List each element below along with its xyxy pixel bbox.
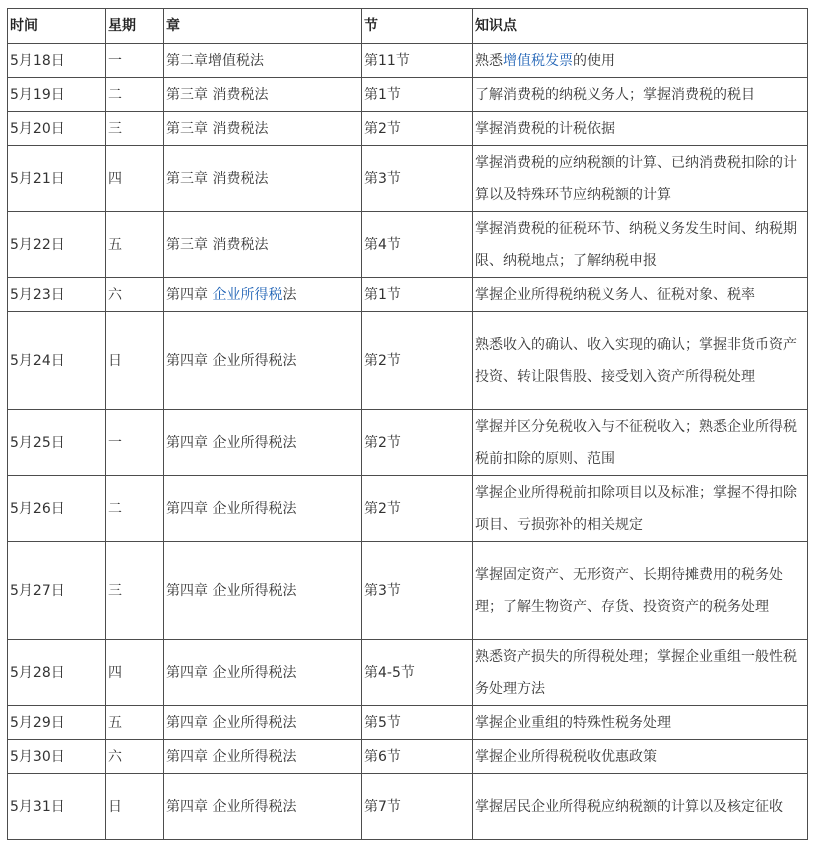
- knowledge-cell: 掌握消费税的应纳税额的计算、已纳消费税扣除的计算以及特殊环节应纳税额的计算: [473, 146, 808, 212]
- knowledge-cell: 熟悉资产损失的所得税处理；掌握企业重组一般性税务处理方法: [473, 640, 808, 706]
- date-cell: 5月28日: [8, 640, 106, 706]
- weekday-cell: 四: [106, 640, 164, 706]
- table-row: [8, 112, 808, 146]
- knowledge-cell: 掌握企业所得税前扣除项目以及标准；掌握不得扣除项目、亏损弥补的相关规定: [473, 476, 808, 542]
- knowledge-cell: [473, 44, 808, 78]
- chapter-text-end: 法: [282, 286, 297, 303]
- chapter-cell: 第四章 企业所得税法: [164, 476, 362, 542]
- weekday-cell: 三: [106, 112, 164, 146]
- chapter-cell: 第四章 企业所得税法: [164, 740, 362, 774]
- knowledge-cell: 熟悉收入的确认、收入实现的确认；掌握非货币资产投资、转让限售股、接受划入资产所得税处理: [473, 312, 808, 410]
- header-section: 节: [362, 9, 473, 44]
- table-row: [8, 640, 808, 706]
- chapter-cell: 第四章 企业所得税法: [164, 640, 362, 706]
- weekday-cell: 五: [106, 212, 164, 278]
- weekday-cell: 五: [106, 706, 164, 740]
- header-row: [8, 9, 808, 44]
- table-row: [8, 774, 808, 840]
- table-row: [8, 146, 808, 212]
- date-cell: 5月20日: [8, 112, 106, 146]
- weekday-cell: 四: [106, 146, 164, 212]
- knowledge-cell: 掌握固定资产、无形资产、长期待摊费用的税务处理；了解生物资产、存货、投资资产的税务处理: [473, 542, 808, 640]
- header-weekday: 星期: [106, 9, 164, 44]
- section-cell: 第7节: [362, 774, 473, 840]
- table-row: [8, 740, 808, 774]
- table-row: [8, 278, 808, 312]
- table-row: [8, 706, 808, 740]
- header-chapter: 章: [164, 9, 362, 44]
- weekday-cell: 日: [106, 312, 164, 410]
- chapter-cell: 第四章 企业所得税法: [164, 774, 362, 840]
- header-knowledge: 知识点: [473, 9, 808, 44]
- table-row: [8, 410, 808, 476]
- knowledge-cell: 掌握企业所得税税收优惠政策: [473, 740, 808, 774]
- chapter-cell: [164, 278, 362, 312]
- table-row: [8, 44, 808, 78]
- chapter-cell: 第三章 消费税法: [164, 78, 362, 112]
- date-cell: 5月29日: [8, 706, 106, 740]
- knowledge-cell: 掌握企业所得税纳税义务人、征税对象、税率: [473, 278, 808, 312]
- chapter-cell: 第四章 企业所得税法: [164, 542, 362, 640]
- section-cell: 第2节: [362, 312, 473, 410]
- date-cell: 5月19日: [8, 78, 106, 112]
- knowledge-cell: 掌握消费税的计税依据: [473, 112, 808, 146]
- section-cell: 第2节: [362, 410, 473, 476]
- date-cell: 5月23日: [8, 278, 106, 312]
- weekday-cell: 三: [106, 542, 164, 640]
- section-cell: 第5节: [362, 706, 473, 740]
- weekday-cell: 日: [106, 774, 164, 840]
- section-cell: 第1节: [362, 278, 473, 312]
- date-cell: 5月26日: [8, 476, 106, 542]
- table-row: [8, 78, 808, 112]
- date-cell: 5月25日: [8, 410, 106, 476]
- chapter-cell: 第三章 消费税法: [164, 112, 362, 146]
- weekday-cell: 二: [106, 78, 164, 112]
- section-cell: 第11节: [362, 44, 473, 78]
- section-cell: 第3节: [362, 146, 473, 212]
- table-row: [8, 476, 808, 542]
- date-cell: 5月21日: [8, 146, 106, 212]
- section-cell: 第2节: [362, 476, 473, 542]
- section-cell: 第1节: [362, 78, 473, 112]
- chapter-cell: 第三章 消费税法: [164, 212, 362, 278]
- corporate-income-tax-link[interactable]: 企业所得税: [212, 286, 283, 303]
- weekday-cell: 二: [106, 476, 164, 542]
- section-cell: 第3节: [362, 542, 473, 640]
- date-cell: 5月18日: [8, 44, 106, 78]
- table-row: [8, 542, 808, 640]
- date-cell: 5月22日: [8, 212, 106, 278]
- table-row: [8, 312, 808, 410]
- date-cell: 5月31日: [8, 774, 106, 840]
- section-cell: 第2节: [362, 112, 473, 146]
- section-cell: 第4-5节: [362, 640, 473, 706]
- knowledge-cell: 掌握企业重组的特殊性税务处理: [473, 706, 808, 740]
- section-cell: 第4节: [362, 212, 473, 278]
- weekday-cell: 一: [106, 44, 164, 78]
- date-cell: 5月27日: [8, 542, 106, 640]
- knowledge-text: 熟悉: [475, 52, 503, 69]
- chapter-cell: 第三章 消费税法: [164, 146, 362, 212]
- header-date: 时间: [8, 9, 106, 44]
- knowledge-cell: 掌握消费税的征税环节、纳税义务发生时间、纳税期限、纳税地点；了解纳税申报: [473, 212, 808, 278]
- table-row: [8, 212, 808, 278]
- chapter-cell: 第二章增值税法: [164, 44, 362, 78]
- section-cell: 第6节: [362, 740, 473, 774]
- date-cell: 5月30日: [8, 740, 106, 774]
- chapter-cell: 第四章 企业所得税法: [164, 706, 362, 740]
- chapter-cell: 第四章 企业所得税法: [164, 312, 362, 410]
- weekday-cell: 六: [106, 740, 164, 774]
- date-cell: 5月24日: [8, 312, 106, 410]
- knowledge-text-end: 的使用: [573, 52, 615, 69]
- weekday-cell: 六: [106, 278, 164, 312]
- chapter-cell: 第四章 企业所得税法: [164, 410, 362, 476]
- vat-invoice-link[interactable]: 增值税发票: [503, 52, 573, 69]
- knowledge-cell: 掌握并区分免税收入与不征税收入；熟悉企业所得税税前扣除的原则、范围: [473, 410, 808, 476]
- knowledge-cell: 掌握居民企业所得税应纳税额的计算以及核定征收: [473, 774, 808, 840]
- study-schedule-table: [7, 8, 808, 840]
- chapter-text: 第四章: [166, 286, 213, 303]
- weekday-cell: 一: [106, 410, 164, 476]
- knowledge-cell: 了解消费税的纳税义务人；掌握消费税的税目: [473, 78, 808, 112]
